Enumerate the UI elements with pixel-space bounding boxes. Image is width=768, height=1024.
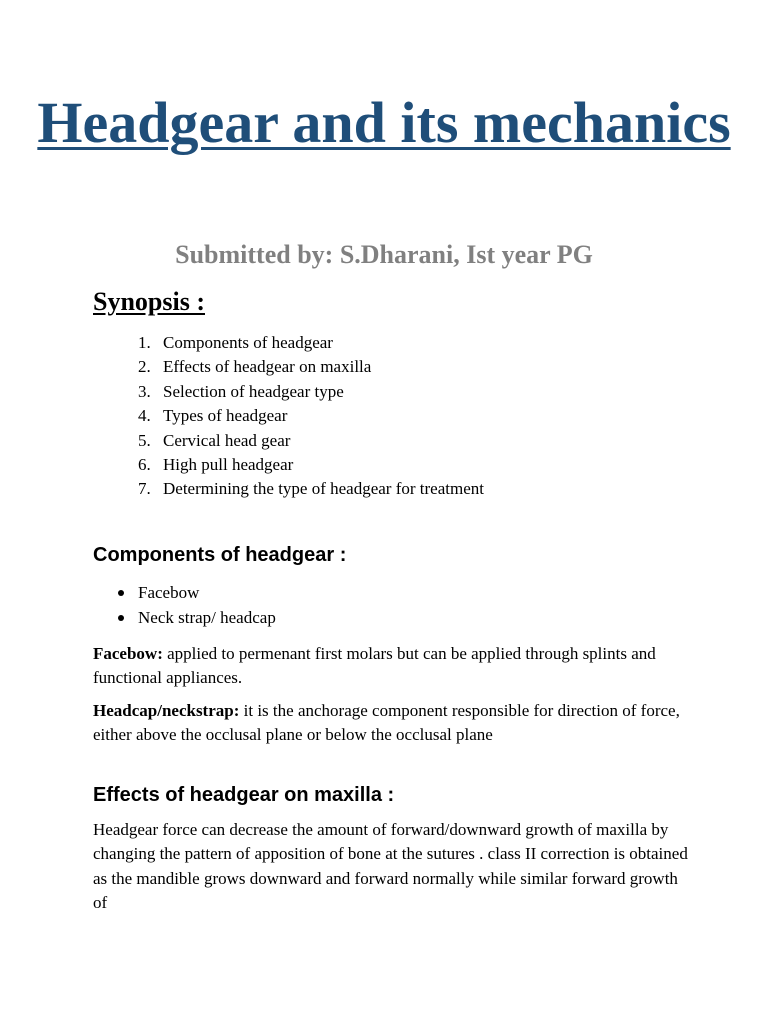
list-item — [138, 477, 484, 501]
list-item — [138, 331, 484, 355]
list-item-text: High pull headgear — [163, 455, 294, 475]
headcap-paragraph — [93, 699, 693, 748]
document-subtitle: Submitted by: S.Dharani, Ist year PG — [175, 240, 593, 269]
bullet-icon — [118, 590, 124, 596]
list-item — [138, 429, 484, 453]
list-item — [138, 355, 484, 379]
facebow-text: applied to permenant first molars but can be applied through splints and functional appliances. — [93, 644, 656, 688]
list-item-text: Types of headgear — [163, 406, 288, 426]
list-item-number: 4. — [138, 406, 151, 426]
facebow-paragraph — [93, 642, 693, 691]
list-item-text: Neck strap/ headcap — [138, 608, 276, 627]
list-item-text: Selection of headgear type — [163, 381, 344, 401]
headcap-text: it is the anchorage component responsible for direction of force, either above the occlusal plane or below the occlusal plane — [93, 701, 680, 745]
list-item — [138, 453, 484, 477]
list-item-text: Determining the type of headgear for treatment — [163, 479, 484, 499]
list-item-text: Cervical head gear — [163, 430, 291, 450]
document-title: Headgear and its mechanics — [37, 90, 731, 155]
list-item-number: 3. — [138, 381, 151, 401]
list-item — [118, 580, 276, 605]
components-heading: Components of headgear : — [93, 544, 347, 566]
effects-paragraph: Headgear force can decrease the amount of forward/downward growth of maxilla by changing the pattern of apposition of bone at the sutures . class II correction is obtained as the mandible grows downward and forward normally while similar forward growth of — [93, 820, 688, 913]
synopsis-list — [138, 331, 484, 502]
list-item-number: 5. — [138, 430, 151, 450]
facebow-label: Facebow: — [93, 644, 163, 663]
list-item-text: Facebow — [138, 583, 200, 602]
list-item-number: 1. — [138, 333, 151, 352]
list-item-number: 2. — [138, 357, 151, 377]
headcap-label: Headcap/neckstrap: — [93, 701, 240, 720]
bullet-icon — [118, 615, 124, 621]
synopsis-heading: Synopsis : — [93, 287, 205, 316]
components-list — [118, 580, 276, 630]
list-item-text: Effects of headgear on maxilla — [163, 357, 372, 377]
list-item-number: 6. — [138, 455, 151, 475]
effects-heading: Effects of headgear on maxilla : — [93, 784, 395, 806]
list-item-number: 7. — [138, 479, 151, 499]
list-item — [138, 380, 484, 404]
list-item — [118, 605, 276, 630]
list-item — [138, 404, 484, 428]
list-item-text: Components of headgear — [163, 333, 333, 352]
